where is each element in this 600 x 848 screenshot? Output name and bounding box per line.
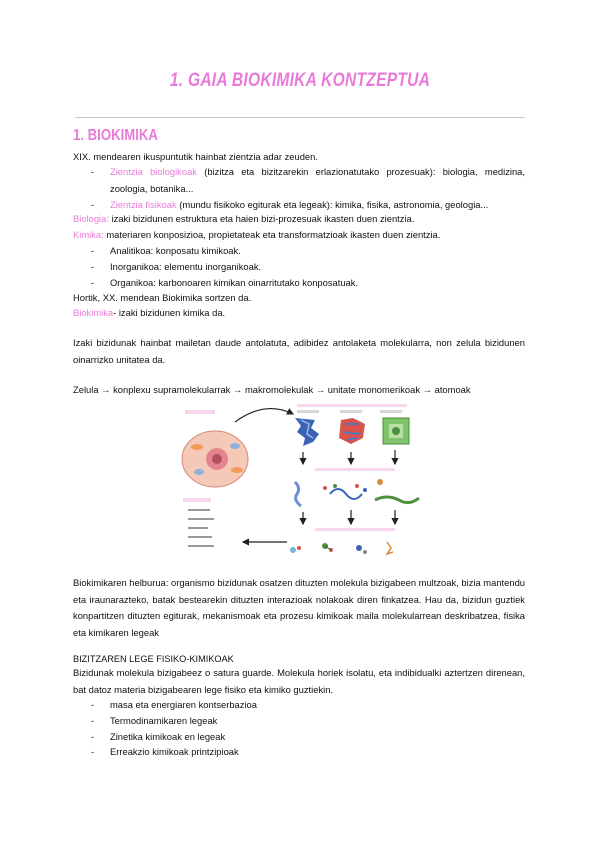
list-item-text: Termodinamikaren legeak (110, 715, 218, 726)
list-item (91, 713, 218, 729)
bullet-marker: - (91, 199, 95, 210)
title-divider (75, 117, 525, 118)
list-item (91, 744, 239, 760)
supramolecular-complex-icon (339, 418, 365, 444)
monomer-icon (290, 546, 301, 553)
section-heading-biokimika: 1. BIOKIMIKA (73, 127, 158, 144)
bullet-marker: - (91, 731, 95, 742)
biologia-definition (73, 211, 414, 227)
branch-desc: (mundu fisikoko egiturak eta legeak): kimika, fisika, astronomia, geologia... (176, 199, 489, 210)
biologia-term: Biologia: (73, 213, 109, 224)
row-label-bar (315, 468, 395, 471)
list-item-text: masa eta energiaren kontserbazioa (110, 699, 257, 710)
biologia-desc: izaki bizidunen estruktura eta haien bizi-prozesuak ikasten duen zientzia. (108, 213, 415, 224)
kimika-definition (73, 227, 440, 243)
bullet-marker: - (91, 277, 95, 288)
arrow-icon (235, 409, 293, 422)
biokimika-term: Biokimika (73, 307, 114, 318)
bullet-marker: - (91, 746, 95, 757)
bullet-marker: - (91, 261, 95, 272)
page-title: 1. GAIA BIOKIMIKA KONTZEPTUA (169, 70, 431, 91)
list-item (91, 243, 241, 259)
supramolecular-complex-icon (383, 418, 409, 444)
cell-illustration (182, 410, 248, 487)
monomer-icon (356, 545, 367, 554)
list-item-text: Erreakzio kimikoak printzipioak (110, 746, 239, 757)
kimika-desc: materiaren konposizioa, propietateak eta transformatzioak ikasten duen zientzia. (103, 229, 441, 240)
list-item (91, 259, 262, 275)
macromolecule-icon (323, 484, 367, 499)
monomer-icon (322, 543, 333, 552)
figure-legend (188, 509, 214, 547)
zelula-hierarchy: Zelula → konplexu supramolekularrak → makromolekulak → unitate monomerikoak → atomoak (73, 384, 471, 395)
arrow-icon (303, 510, 395, 524)
branch-desc: (bizitza eta bizitzarekin erlazionatutako prozesuak): biologia, medizina, zoologia, botanika... (110, 166, 526, 194)
biokimika-definition (73, 305, 225, 321)
bullet-marker: - (91, 166, 95, 177)
bullet-marker: - (91, 699, 95, 710)
izaki-paragraph: Izaki bizidunak hainbat mailetan daude antolatuta, adibidez antolaketa molekularra, non zelula bizidunen oinarrizko unitatea da. (73, 337, 525, 365)
list-item-text: Organikoa: karbonoaren kimikan oinarritutako konposatuak. (110, 277, 359, 288)
branch-term: Zientzia biologikoak (110, 166, 197, 177)
figure-caption-bar (183, 498, 211, 502)
helburua-paragraph: Biokimikaren helburua: organismo bizidunak osatzen dituzten molekula bizigabeen multzoak, bizia mantendu eta iraunarazteko, batak bestearekin dituzten interazioak nolakoak diren finkatzea. Hau da, bizidun guztiek konpartitzen dituzten egiturak, mekanismoak eta prozesu kimikoak maila molekularrean deskribatzea, fisika eta kimikaren legeak (73, 577, 525, 638)
bullet-marker: - (91, 715, 95, 726)
list-item (91, 697, 257, 713)
intro-text: XIX. mendearen ikuspuntutik hainbat zientzia adar zeuden. (73, 151, 318, 162)
section-heading-lege: BIZITZAREN LEGE FISIKO-KIMIKOAK (73, 654, 234, 664)
list-item (91, 729, 226, 745)
branch-item (91, 164, 526, 197)
macromolecule-icon (295, 482, 301, 506)
monomer-icon (387, 542, 393, 554)
row-label-bar (297, 404, 407, 407)
row-label-bar (315, 528, 395, 531)
branch-term: Zientzia fisikoak (110, 199, 177, 210)
arrow-icon (303, 450, 395, 464)
macromolecule-icon (375, 479, 419, 503)
list-item-text: Analitikoa: konposatu kimikoak. (110, 245, 241, 256)
list-item-text: Inorganikoa: elementu inorganikoak. (110, 261, 262, 272)
hortik-text: Hortik, XX. mendean Biokimika sortzen da. (73, 292, 252, 303)
cell-organization-figure (175, 402, 425, 570)
list-item-text: Zinetika kimikoak en legeak (110, 731, 226, 742)
supramolecular-complex-icon (295, 418, 319, 446)
bullet-marker: - (91, 245, 95, 256)
lege-paragraph: Bizidunak molekula bizigabeez o satura guarde. Molekula horiek isolatu, eta indibidualki aztertzen direnean, bat datoz materia bizigabearen lege fisiko eta kimiko guztiekin. (73, 667, 525, 695)
kimika-term: Kimika: (73, 229, 104, 240)
list-item (91, 275, 359, 291)
biokimika-desc: - izaki bizidunen kimika da. (113, 307, 226, 318)
